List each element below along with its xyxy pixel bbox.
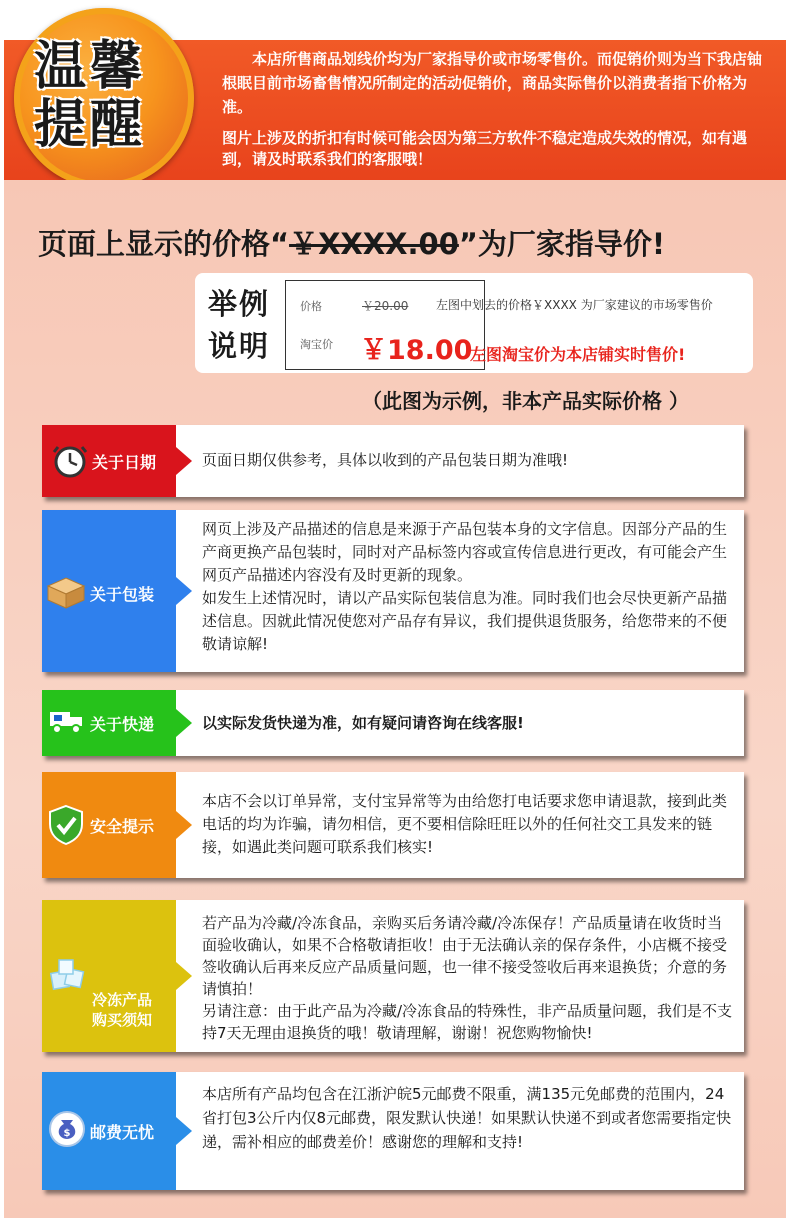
card-packaging-tag: [42, 510, 176, 672]
card-security-tag: [42, 772, 176, 878]
example-title-line2: 说明: [208, 329, 271, 363]
notice-badge: [14, 8, 194, 188]
card-packaging-text-2: 如发生上述情况时，请以产品实际包装信息为准。同时我们也会尽快更新产品描述信息。因就此情况使您对产品存有异议，我们提供退货服务，给您带来的不便敬请谅解!: [202, 589, 728, 653]
price-headline: [38, 222, 665, 263]
card-courier: [42, 690, 744, 756]
card-date-tag: [42, 425, 176, 497]
banner-paragraph-1: 本店所售商品划线价均为厂家指导价或市场零售价。而促销价则为当下我店铀根眠目前市场畜售情况所制定的活动促销价，商品实际售价以消费者指下价格为准。: [222, 50, 763, 116]
card-date-label: 关于日期: [92, 453, 157, 472]
badge-line1: 温馨: [34, 36, 147, 97]
example-list-price: ￥20.00: [362, 299, 409, 313]
card-date: [42, 425, 744, 497]
example-disclaimer: （此图为示例，非本产品实际价格 ）: [362, 389, 689, 413]
card-security-arrow: [176, 811, 192, 839]
card-packaging-text-1: 网页上涉及产品描述的信息是来源于产品包装本身的文字信息。因部分产品的生产商更换产品包装时，同时对产品标签内容或宣传信息进行更改，有可能会产生网页产品描述内容没有及时更新的现象。: [202, 520, 728, 584]
card-shipping-label: 邮费无忧: [90, 1123, 155, 1142]
example-title: [208, 283, 278, 367]
badge-title: [34, 38, 174, 154]
card-security-label: 安全提示: [90, 817, 155, 836]
shield-check-icon: [48, 804, 84, 846]
card-frozen-label: [92, 990, 152, 1030]
card-security-text: 本店不会以订单异常，支付宝异常等为由给您打电话要求您申请退款，接到此类电话的均为诈骗，请勿相信，更不要相信除旺旺以外的任何社交工具发来的链接，如遇此类问题可联系我们核实!: [202, 792, 728, 856]
money-bag-icon: [48, 1110, 86, 1148]
example-taobao-price: ￥18.00: [360, 335, 473, 366]
card-packaging-text: [202, 518, 737, 656]
card-shipping-arrow: [176, 1117, 192, 1145]
card-courier-arrow: [176, 709, 192, 737]
card-frozen-label-line2: 购买须知: [92, 1011, 153, 1029]
card-security: [42, 772, 744, 878]
clock-icon: [52, 443, 88, 479]
headline-struck-price: ￥XXXX.00: [289, 227, 459, 261]
example-title-line1: 举例: [208, 287, 271, 321]
svg-text:$: $: [63, 1128, 71, 1139]
truck-icon: [48, 708, 86, 736]
banner-paragraph-2: 图片上涉及的折扣有时候可能会因为第三方软件不稳定造成失效的情况，如有遇到，请及时联系我们的客服哦！: [222, 129, 748, 168]
headline-suffix: ”为厂家指导价!: [458, 227, 666, 261]
card-courier-text: 以实际发货快递为准，如有疑问请咨询在线客服!: [202, 714, 524, 732]
example-taobao-label: 淘宝价: [300, 338, 333, 351]
card-date-text: 页面日期仅供参考，具体以收到的产品包装日期为准哦!: [202, 451, 569, 469]
card-shipping-text: 本店所有产品均包含在江浙沪皖5元邮费不限重，满135元免邮费的范围内，24省打包3公斤内仅8元邮费，限发默认快递！如果默认快递不到或者您需要指定快递，需补相应的邮费差价！感谢您的理解和支持!: [202, 1085, 732, 1151]
card-frozen-label-line1: 冷冻产品: [92, 991, 153, 1009]
card-courier-tag: [42, 690, 176, 756]
card-frozen-text: [202, 912, 737, 1044]
card-frozen-text-2: 另请注意：由于此产品为冷藏/冷冻食品的特殊性，非产品质量问题，我们是不支持7天无理由退换货的哦！敬请理解，谢谢！祝您购物愉快!: [202, 1002, 733, 1042]
example-taobao-note: 左图淘宝价为本店铺实时售价!: [470, 345, 686, 364]
card-courier-label: 关于快递: [90, 715, 155, 734]
badge-line2: 提醒: [34, 94, 147, 155]
card-frozen-tag: [42, 900, 176, 1052]
card-packaging-arrow: [176, 577, 192, 605]
card-date-arrow: [176, 447, 192, 475]
example-price-label: 价格: [300, 300, 322, 313]
card-frozen: [42, 900, 744, 1052]
card-packaging-label: 关于包装: [90, 585, 155, 604]
card-packaging: [42, 510, 744, 672]
card-frozen-text-1: 若产品为冷藏/冷冻食品，亲购买后务请冷藏/冷冻保存！产品质量请在收货时当面验收确认，如果不合格敬请拒收！由于无法确认亲的保存条件，小店概不接受签收确认后再来反应产品质量问题，也一律不接受签收后再来退换货；介意的务请慎拍！: [202, 914, 728, 998]
card-shipping-tag: [42, 1072, 176, 1190]
box-icon: [46, 574, 86, 610]
card-frozen-arrow: [176, 962, 192, 990]
example-list-price-note: 左图中划去的价格￥XXXX 为厂家建议的市场零售价: [436, 298, 713, 312]
headline-prefix: 页面上显示的价格“: [38, 227, 290, 261]
card-shipping: [42, 1072, 744, 1190]
ice-cubes-icon: [48, 958, 88, 994]
